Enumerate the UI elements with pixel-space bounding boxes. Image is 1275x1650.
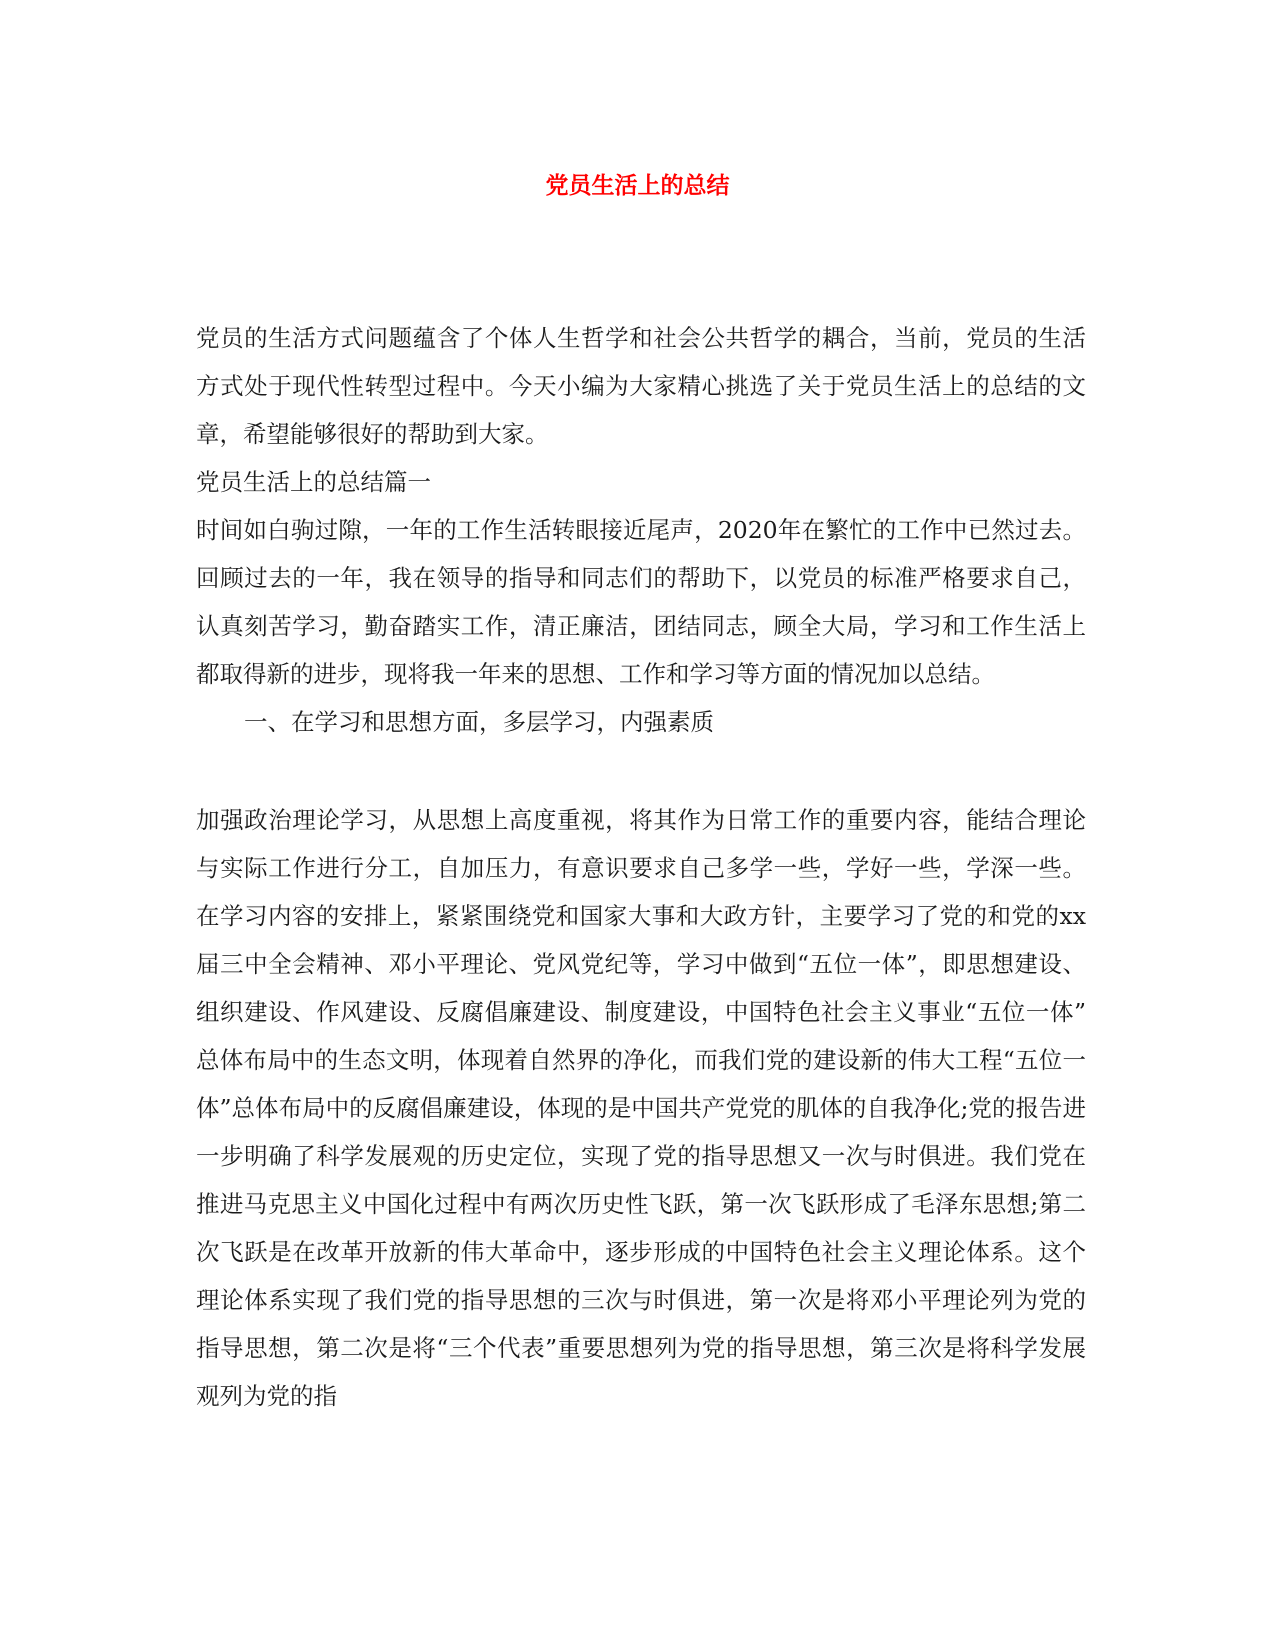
summary-paragraph: 时间如白驹过隙，一年的工作生活转眼接近尾声，2020年在繁忙的工作中已然过去。回顾过去的一年，我在领导的指导和同志们的帮助下，以党员的标准严格要求自己，认真刻苦学习，勤奋踏实工作，清正廉洁，团结同志，顾全大局，学习和工作生活上都取得新的进步，现将我一年来的思想、工作和学习等方面的情况加以总结。 — [196, 516, 1086, 688]
intro-paragraph: 党员的生活方式问题蕴含了个体人生哲学和社会公共哲学的耦合，当前，党员的生活方式处于现代性转型过程中。今天小编为大家精心挑选了关于党员生活上的总结的文章，希望能够很好的帮助到大家。 — [196, 324, 1086, 448]
subsection-heading: 一、在学习和思想方面，多层学习，内强素质 — [244, 708, 714, 736]
study-paragraph: 加强政治理论学习，从思想上高度重视，将其作为日常工作的重要内容，能结合理论与实际工作进行分工，自加压力，有意识要求自己多学一些，学好一些，学深一些。在学习内容的安排上，紧紧围绕党和国家大事和大政方针，主要学习了党的和党的xx届三中全会精神、邓小平理论、党风党纪等，学习中做到“五位一体”，即思想建设、组织建设、作风建设、反腐倡廉建设、制度建设，中国特色社会主义事业“五位一体”总体布局中的生态文明，体现着自然界的净化，而我们党的建设新的伟大工程“五位一体”总体布局中的反腐倡廉建设，体现的是中国共产党党的肌体的自我净化;党的报告进一步明确了科学发展观的历史定位，实现了党的指导思想又一次与时俱进。我们党在推进马克思主义中国化过程中有两次历史性飞跃，第一次飞跃形成了毛泽东思想;第二次飞跃是在改革开放新的伟大革命中，逐步形成的中国特色社会主义理论体系。这个理论体系实现了我们党的指导思想的三次与时俱进，第一次是将邓小平理论列为党的指导思想，第二次是将“三个代表”重要思想列为党的指导思想，第三次是将科学发展观列为党的指 — [196, 806, 1086, 1410]
document-title: 党员生活上的总结 — [545, 172, 730, 199]
section-heading: 党员生活上的总结篇一 — [196, 468, 431, 496]
document-body — [196, 314, 1086, 1420]
